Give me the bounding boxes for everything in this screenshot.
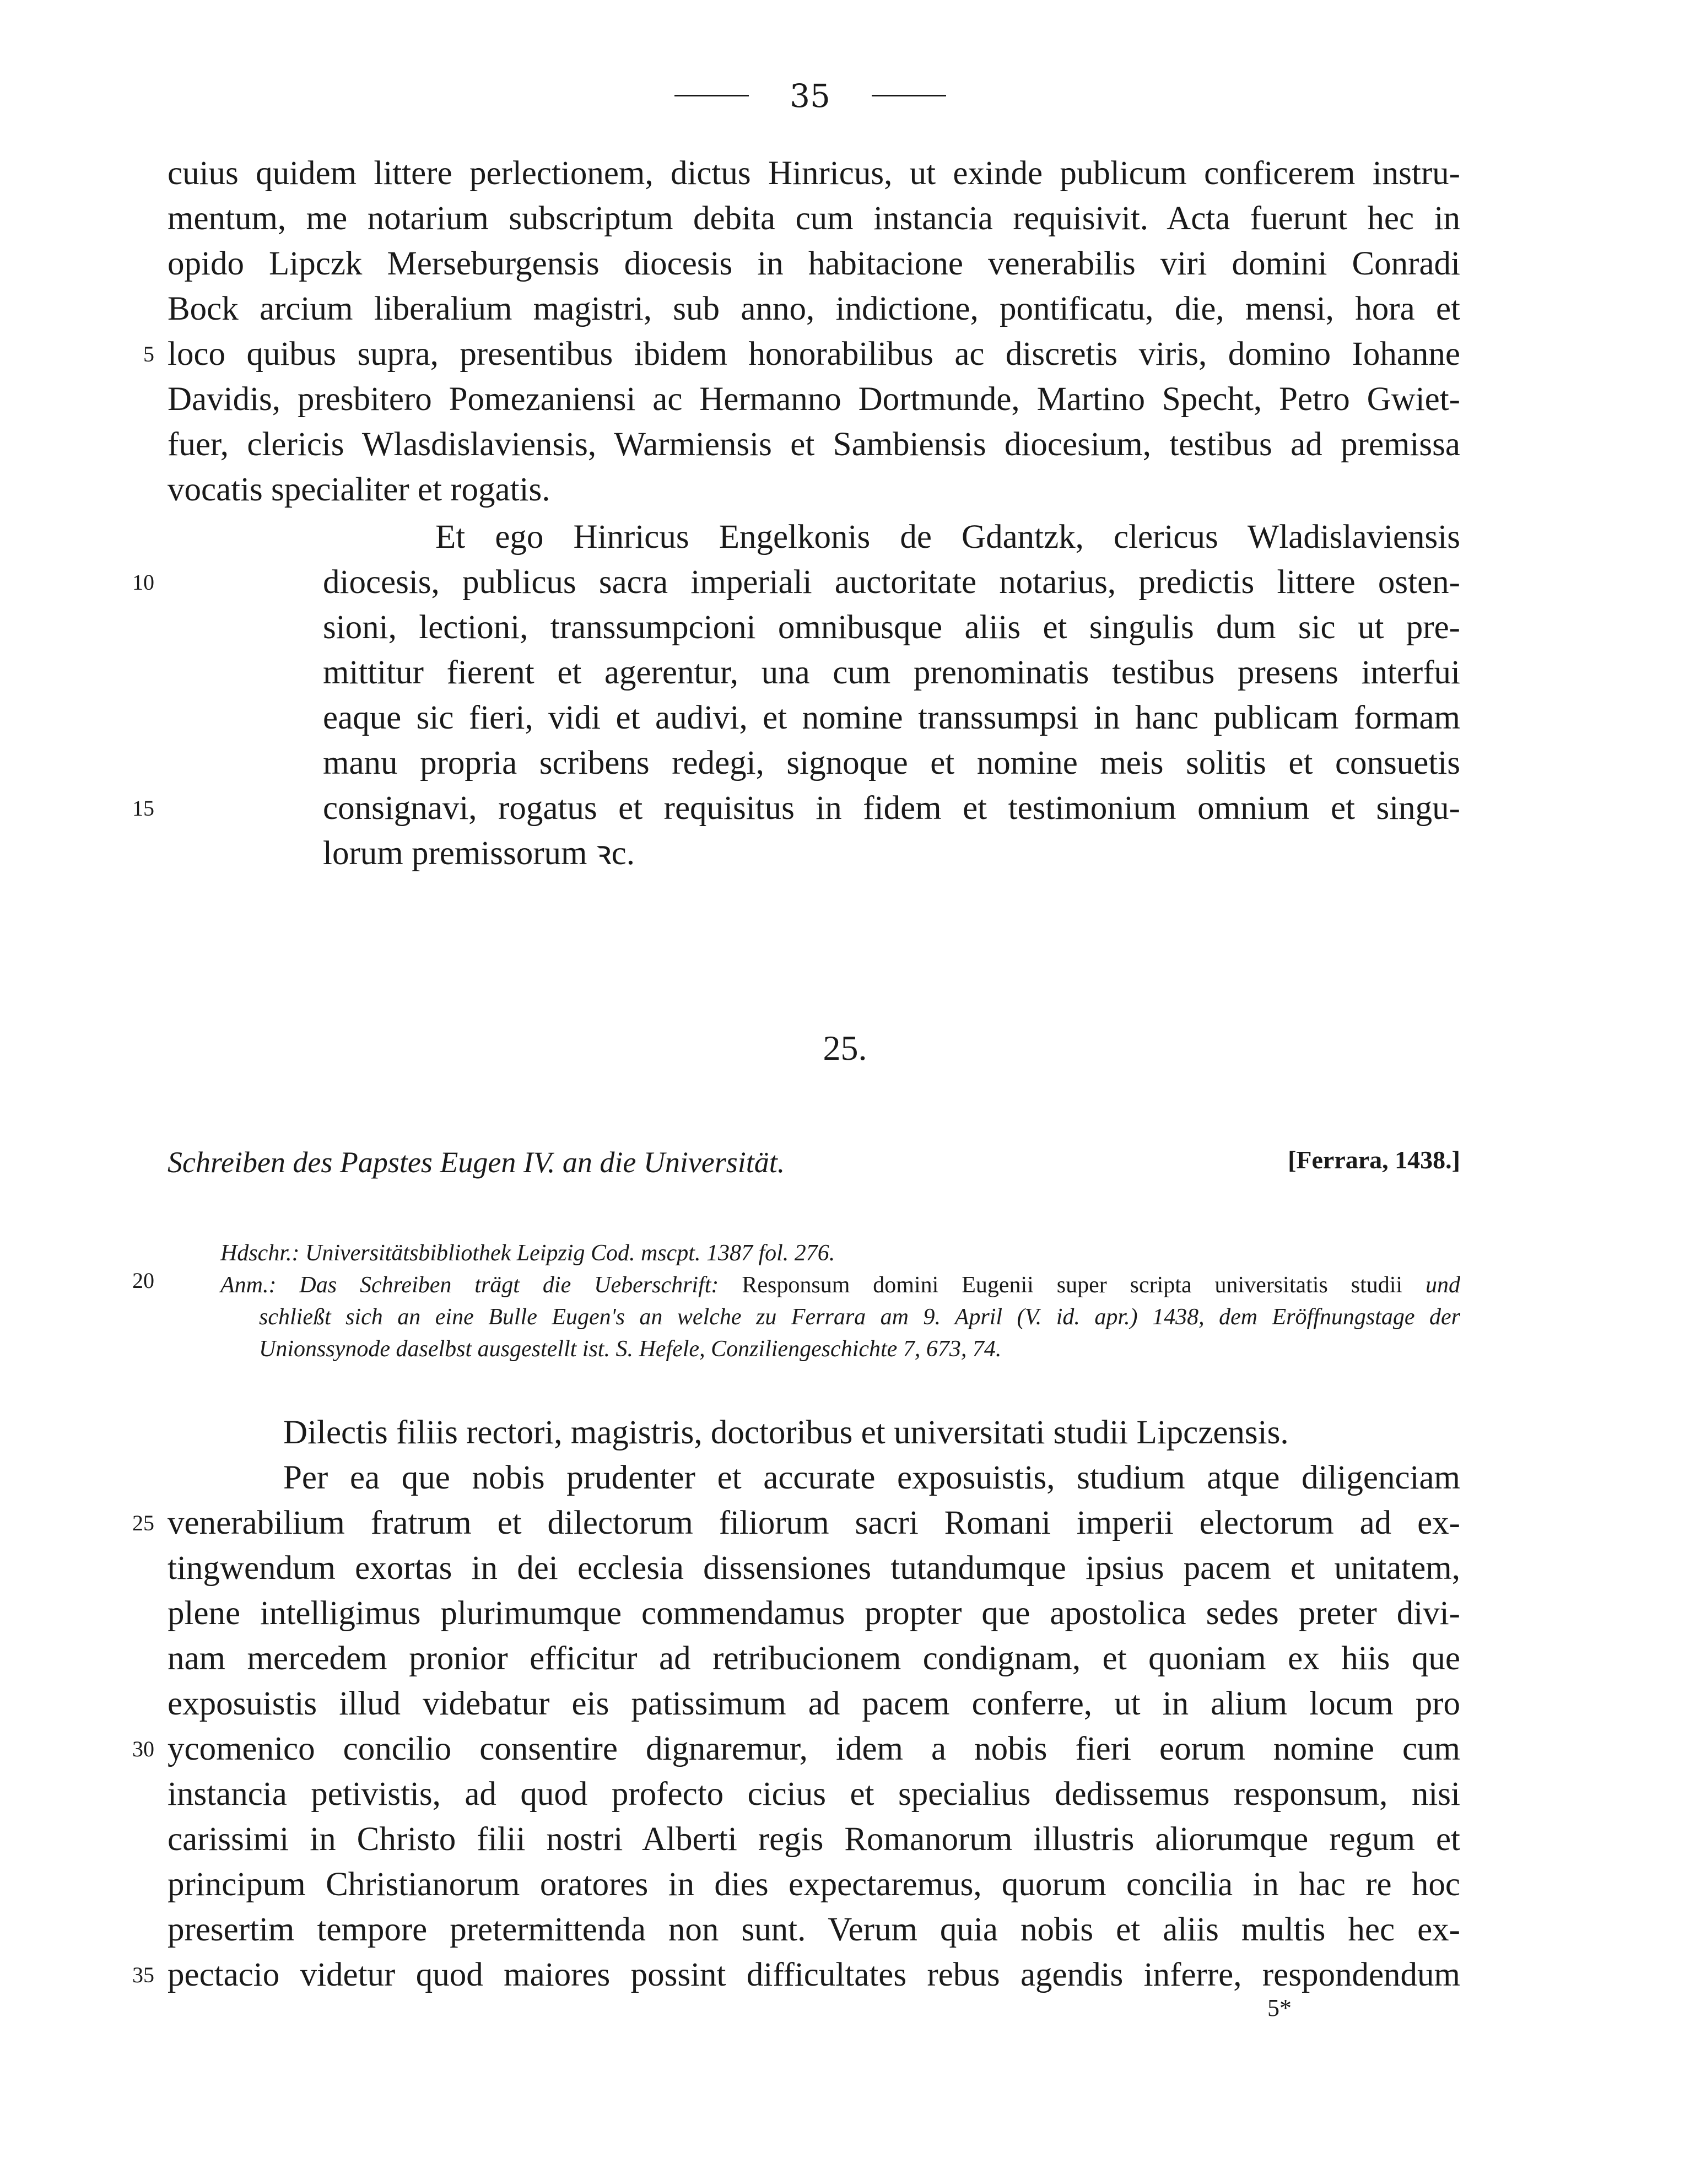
text-line: cuius quidem littere perlectionem, dictus Hinricus, ut exinde publicum conficerem instru- bbox=[168, 155, 1460, 192]
letter-line: nam mercedem pronior efficitur ad retribucionem condignam, et quoniam ex hiis que bbox=[168, 1640, 1460, 1677]
line-number: 20 bbox=[132, 1268, 154, 1293]
line-number: 25 bbox=[132, 1511, 154, 1535]
text-line: Davidis, presbitero Pomezaniensi ac Hermanno Dortmunde, Martino Specht, Petro Gwiet- bbox=[168, 381, 1460, 418]
notary-line: sioni, lectioni, transsumpcioni omnibusque aliis et singulis dum sic ut pre- bbox=[323, 609, 1460, 646]
notary-line: consignavi, rogatus et requisitus in fidem et testimonium omnium et singu- bbox=[323, 790, 1460, 827]
letter-line: carissimi in Christo filii nostri Alberti regis Romanorum illustris aliorumque regum et bbox=[168, 1821, 1460, 1858]
note-label: Hdschr.: bbox=[220, 1241, 300, 1266]
note-manuscript bbox=[220, 1237, 1460, 1269]
page-header bbox=[0, 77, 1690, 115]
line-number: 15 bbox=[132, 796, 154, 821]
letter-line: ycomenico concilio consentire dignaremur, idem a nobis fieri eorum nomine cum bbox=[168, 1730, 1460, 1767]
text-line: vocatis specialiter et rogatis. bbox=[168, 471, 550, 508]
note-quote: Responsum domini Eugenii super scripta universitatis studii bbox=[742, 1272, 1403, 1298]
line-number: 30 bbox=[132, 1737, 154, 1761]
text-line: fuer, clericis Wlasdislaviensis, Warmiensis et Sambiensis diocesium, testibus ad premissa bbox=[168, 426, 1460, 463]
note-text: Universitätsbibliothek Leipzig Cod. mscpt. 1387 fol. 276. bbox=[305, 1241, 835, 1266]
letter-line: Per ea que nobis prudenter et accurate exposuistis, studium atque diligenciam bbox=[283, 1459, 1460, 1496]
letter-line: instancia petivistis, ad quod profecto cicius et specialius dedissemus responsum, nisi bbox=[168, 1776, 1460, 1813]
letter-line: venerabilium fratrum et dilectorum filiorum sacri Romani imperii electorum ad ex- bbox=[168, 1504, 1460, 1541]
header-rule-left bbox=[674, 95, 749, 96]
note-annotation-line: Unionssynode daselbst ausgestellt ist. S. Hefele, Conziliengeschichte 7, 673, 74. bbox=[259, 1336, 1002, 1362]
notary-line: Et ego Hinricus Engelkonis de Gdantzk, clericus Wladislaviensis bbox=[435, 519, 1460, 556]
notary-line: eaque sic fieri, vidi et audivi, et nomine transsumpsi in hanc publicam formam bbox=[323, 699, 1460, 736]
note-text: und bbox=[1426, 1272, 1461, 1298]
header-rule-right bbox=[872, 95, 946, 96]
notary-line: lorum premissorum ꝛc. bbox=[323, 835, 635, 872]
note-annotation-line: schließt sich an eine Bulle Eugen's an welche zu Ferrara am 9. April (V. id. apr.) 1438, dem Eröffnungstage der bbox=[259, 1304, 1460, 1330]
letter-line: tingwendum exortas in dei ecclesia dissensiones tutandumque ipsius pacem et unitatem, bbox=[168, 1550, 1460, 1587]
text-line: Bock arcium liberalium magistri, sub anno, indictione, pontificatu, die, mensi, hora et bbox=[168, 290, 1460, 327]
letter-line: presertim tempore pretermittenda non sunt. Verum quia nobis et aliis multis hec ex- bbox=[168, 1911, 1460, 1948]
note-annotation bbox=[220, 1269, 1460, 1301]
text-line: opido Lipczk Merseburgensis diocesis in habitacione venerabilis viri domini Conradi bbox=[168, 245, 1460, 282]
line-number: 5 bbox=[143, 342, 154, 366]
notary-line: manu propria scribens redegi, signoque et nomine meis solitis et consuetis bbox=[323, 745, 1460, 781]
document-date: [Ferrara, 1438.] bbox=[1288, 1146, 1460, 1174]
note-label: Anm.: bbox=[220, 1272, 277, 1298]
line-number: 10 bbox=[132, 570, 154, 595]
letter-line: plene intelligimus plurimumque commendamus propter que apostolica sedes preter divi- bbox=[168, 1595, 1460, 1632]
text-line: loco quibus supra, presentibus ibidem honorabilibus ac discretis viris, domino Iohanne bbox=[168, 336, 1460, 373]
notary-line: mittitur fierent et agerentur, una cum prenominatis testibus presens interfui bbox=[323, 654, 1460, 691]
notary-line: diocesis, publicus sacra imperiali auctoritate notarius, predictis littere osten- bbox=[323, 564, 1460, 601]
page-number: 35 bbox=[790, 77, 830, 115]
signature-mark: 5* bbox=[1267, 1994, 1292, 2021]
note-text: Das Schreiben trägt die Ueberschrift: bbox=[299, 1272, 719, 1298]
letter-line: pectacio videtur quod maiores possint difficultates rebus agendis inferre, respondendum bbox=[168, 1956, 1460, 1993]
text-line: mentum, me notarium subscriptum debita cum instancia requisivit. Acta fuerunt hec in bbox=[168, 200, 1460, 237]
letter-line: principum Christianorum oratores in dies expectaremus, quorum concilia in hac re hoc bbox=[168, 1866, 1460, 1903]
document-title: Schreiben des Papstes Eugen IV. an die Universität. bbox=[168, 1146, 785, 1179]
letter-address: Dilectis filiis rectori, magistris, doctoribus et universitati studii Lipczensis. bbox=[283, 1414, 1289, 1451]
letter-line: exposuistis illud videbatur eis patissimum ad pacem conferre, ut in alium locum pro bbox=[168, 1685, 1460, 1722]
document-number: 25. bbox=[823, 1028, 867, 1067]
line-number: 35 bbox=[132, 1962, 154, 1987]
